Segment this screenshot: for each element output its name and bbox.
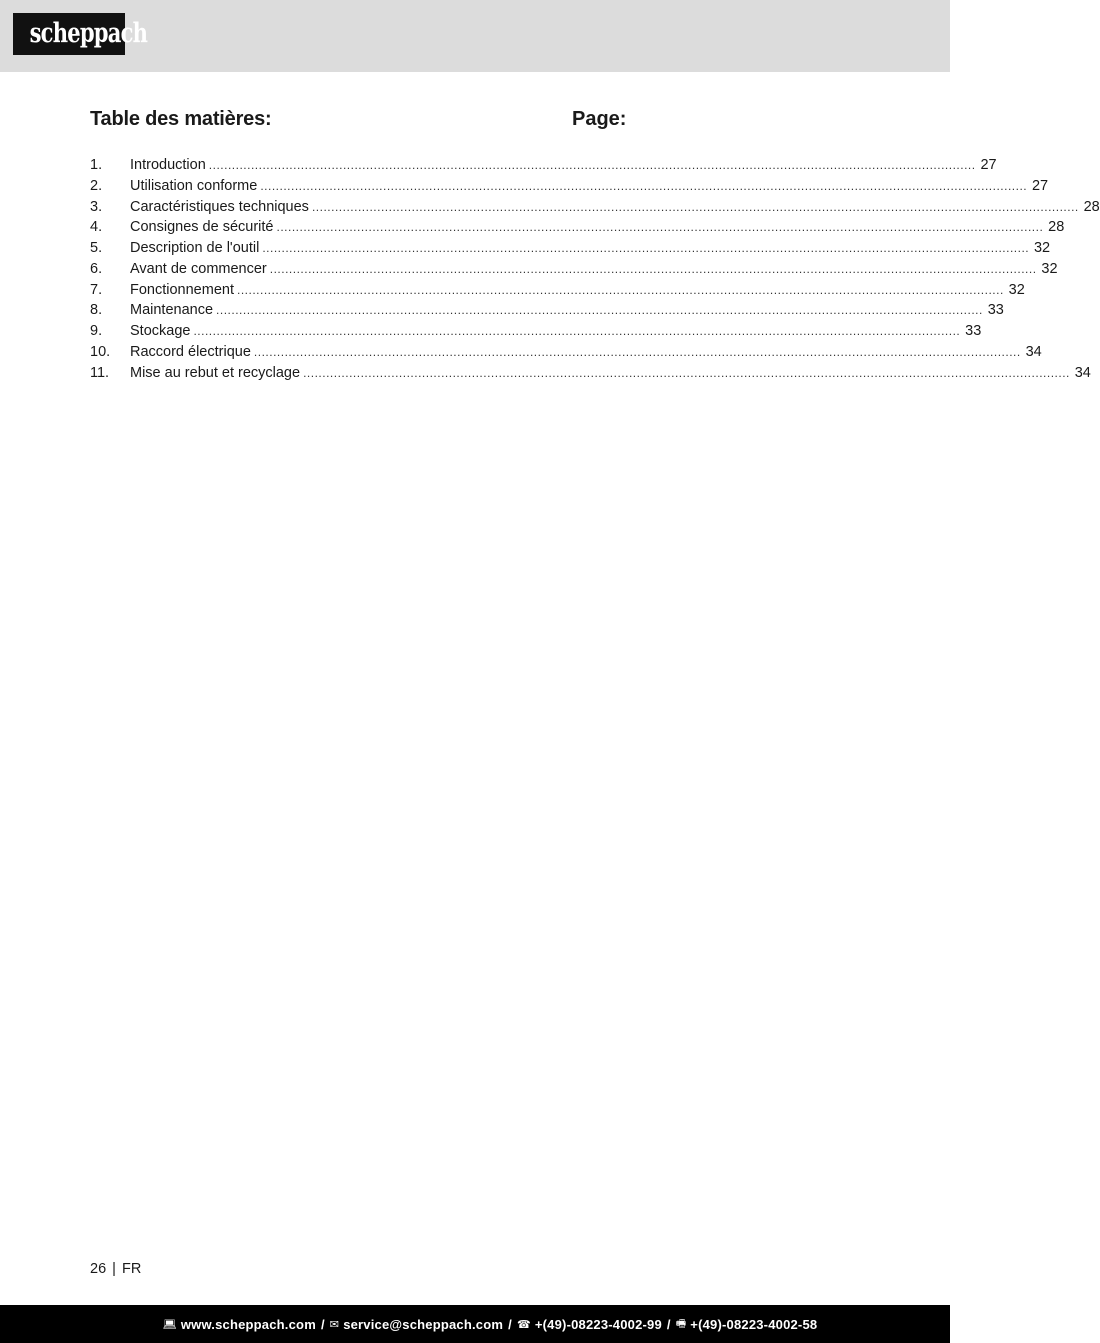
toc-list: [90, 155, 1100, 383]
footer-fax: +(49)-08223-4002-58: [690, 1316, 818, 1332]
contact-footer: [0, 1305, 950, 1343]
toc-item-page: 27: [980, 157, 997, 173]
fax-icon: 🖷︎: [675, 1316, 687, 1330]
footer-divider: /: [666, 1316, 671, 1332]
toc-item-page: 32: [1008, 281, 1025, 298]
toc-item[interactable]: [90, 342, 1042, 363]
toc-item[interactable]: [90, 238, 1051, 259]
toc-item-label: Utilisation conforme: [130, 177, 258, 194]
toc-item-label: Consignes de sécurité: [130, 219, 274, 236]
toc-title: Table des matières:: [90, 108, 272, 130]
toc-dot-leader: ........................................................................................................................................................................................................: [262, 241, 1030, 255]
footer-email[interactable]: service@scheppach.com: [343, 1316, 504, 1332]
toc-item-page: 33: [965, 323, 982, 339]
header-band: [0, 0, 950, 72]
telephone-icon: ☎︎: [516, 1317, 531, 1331]
toc-item-label: Stockage: [130, 323, 191, 339]
toc-item-number: 4.: [90, 219, 103, 236]
toc-item-page: 27: [1031, 177, 1049, 194]
toc-dot-leader: ........................................................................................................................................................................................................: [276, 220, 1044, 235]
toc-dot-leader: ........................................................................................................................................................................................................: [216, 303, 983, 318]
toc-item-label: Maintenance: [130, 302, 214, 319]
toc-dot-leader: ........................................................................................................................................................................................................: [269, 261, 1037, 276]
toc-dot-leader: ........................................................................................................................................................................................................: [303, 365, 1070, 380]
toc-item-number: 8.: [90, 302, 103, 319]
page-number-value: 26: [90, 1261, 107, 1277]
toc-item-label: Introduction: [130, 157, 206, 173]
toc-item-page: 32: [1041, 260, 1058, 277]
toc-item-number: 10.: [90, 343, 111, 360]
toc-item-page: 33: [987, 302, 1004, 319]
toc-dot-leader: ........................................................................................................................................................................................................: [311, 199, 1079, 214]
envelope-icon: ✉︎: [329, 1317, 340, 1331]
toc-item-page: 28: [1048, 219, 1065, 236]
toc-dot-leader: ........................................................................................................................................................................................................: [208, 158, 976, 172]
toc-dot-leader: ........................................................................................................................................................................................................: [193, 324, 961, 338]
toc-item-page: 34: [1025, 343, 1042, 360]
toc-item[interactable]: [90, 363, 1091, 384]
toc-dot-leader: ........................................................................................................................................................................................................: [260, 178, 1028, 193]
toc-item-number: 9.: [90, 323, 103, 339]
toc-item-label: Fonctionnement: [130, 281, 234, 298]
page-language: FR: [121, 1261, 142, 1277]
toc-item-number: 5.: [90, 240, 103, 256]
toc-item[interactable]: [90, 176, 1049, 197]
footer-phone[interactable]: +(49)-08223-4002-99: [534, 1316, 662, 1332]
toc-item-page: 32: [1033, 240, 1051, 256]
toc-item-label: Description de l'outil: [130, 240, 260, 256]
toc-item-number: 3.: [90, 198, 103, 215]
toc-item[interactable]: [90, 321, 982, 342]
toc-dot-leader: ........................................................................................................................................................................................................: [253, 344, 1021, 359]
toc-item-number: 11.: [90, 364, 110, 381]
computer-icon: 💻︎: [162, 1317, 177, 1331]
toc-item[interactable]: [90, 280, 1025, 301]
scheppach-logo: [13, 13, 148, 55]
footer-divider: /: [508, 1316, 512, 1332]
toc-item[interactable]: [90, 217, 1065, 238]
toc-item-number: 6.: [90, 260, 103, 277]
toc-item[interactable]: [90, 259, 1058, 280]
toc-item-page: 28: [1083, 198, 1100, 215]
toc-item[interactable]: [90, 197, 1100, 218]
toc-item-label: Raccord électrique: [130, 343, 251, 360]
toc-page-heading: Page:: [572, 108, 627, 130]
toc-item-page: 34: [1074, 364, 1091, 381]
toc-item-number: 7.: [90, 281, 103, 298]
footer-divider: /: [320, 1316, 325, 1332]
toc-item-number: 1.: [90, 157, 103, 173]
toc-item-label: Caractéristiques techniques: [130, 198, 309, 215]
page-number: [90, 1261, 141, 1277]
toc-item-label: Mise au rebut et recyclage: [130, 364, 301, 381]
toc-item[interactable]: [90, 300, 1004, 321]
toc-dot-leader: ........................................................................................................................................................................................................: [236, 282, 1004, 297]
toc-item-label: Avant de commencer: [130, 260, 267, 277]
footer-website[interactable]: www.scheppach.com: [180, 1316, 316, 1332]
page-number-separator: |: [112, 1261, 116, 1277]
logo-text: scheppach: [29, 18, 148, 49]
toc-item-number: 2.: [90, 177, 103, 194]
toc-item[interactable]: [90, 155, 997, 176]
